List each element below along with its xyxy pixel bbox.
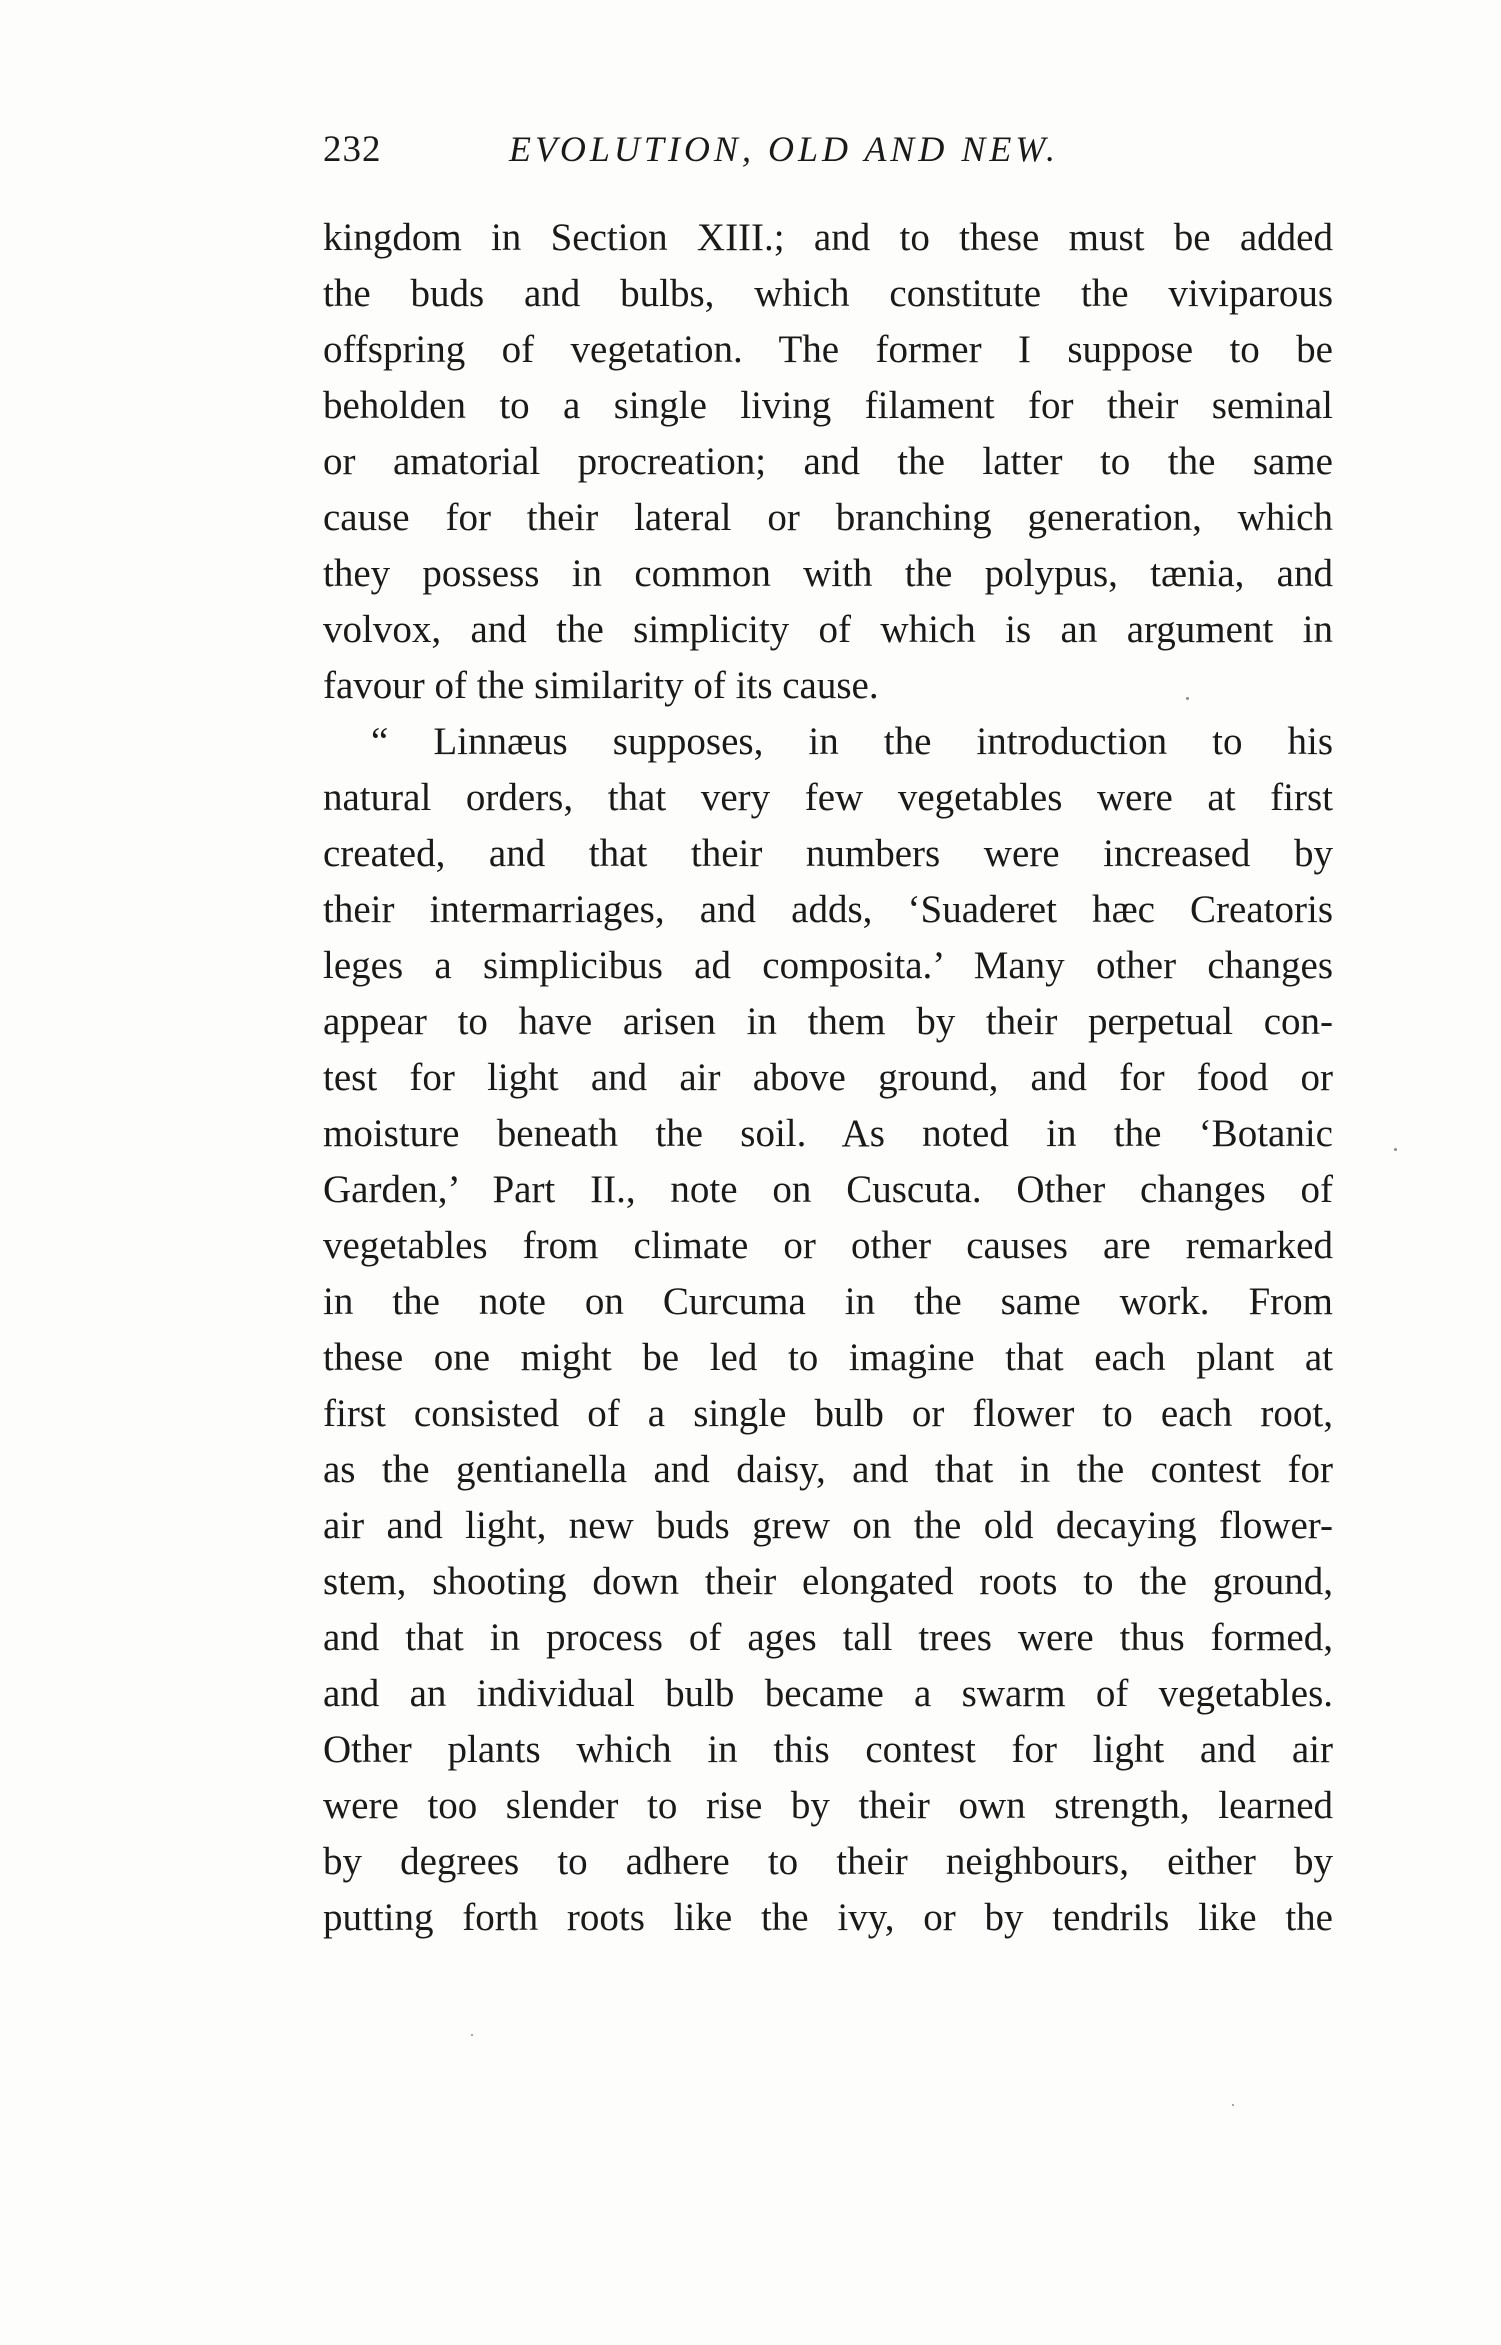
body-text <box>323 210 1333 1946</box>
text-line: were too slender to rise by their own strength, learned <box>323 1784 1333 1827</box>
text-line: first consisted of a single bulb or flower to each root, <box>323 1392 1333 1435</box>
running-title: EVOLUTION, OLD AND NEW. <box>509 129 1059 169</box>
text-line: vegetables from climate or other causes are remarked <box>323 1224 1333 1267</box>
text-line: natural orders, that very few vegetables were at first <box>323 776 1333 819</box>
text-line: and that in process of ages tall trees were thus formed, <box>323 1616 1333 1659</box>
text-line: and an individual bulb became a swarm of vegetables. <box>323 1672 1333 1715</box>
paper-speck <box>1394 1148 1397 1151</box>
paper-speck <box>1232 2104 1234 2106</box>
text-line: cause for their lateral or branching generation, which <box>323 496 1333 539</box>
text-line: test for light and air above ground, and for food or <box>323 1056 1333 1099</box>
text-line: created, and that their numbers were increased by <box>323 832 1333 875</box>
text-line: Garden,’ Part II., note on Cuscuta. Other changes of <box>323 1168 1333 1211</box>
text-line: volvox, and the simplicity of which is an argument in <box>323 608 1333 651</box>
paragraph-2 <box>323 714 1333 1946</box>
text-line: beholden to a single living filament for their seminal <box>323 384 1333 427</box>
running-head <box>323 128 1333 188</box>
text-line: they possess in common with the polypus, tænia, and <box>323 552 1333 595</box>
text-line: or amatorial procreation; and the latter to the same <box>323 440 1333 483</box>
paragraph-1 <box>323 210 1333 714</box>
text-line: as the gentianella and daisy, and that in the contest for <box>323 1448 1333 1491</box>
paper-speck <box>471 2034 473 2036</box>
paper-speck <box>1186 697 1189 700</box>
text-line: air and light, new buds grew on the old decaying flower- <box>323 1504 1333 1547</box>
text-line: “ Linnæus supposes, in the introduction to his <box>371 720 1333 763</box>
text-line: leges a simplicibus ad composita.’ Many other changes <box>323 944 1333 987</box>
text-line: in the note on Curcuma in the same work. From <box>323 1280 1333 1323</box>
text-line: these one might be led to imagine that each plant at <box>323 1336 1333 1379</box>
text-line: by degrees to adhere to their neighbours, either by <box>323 1840 1333 1883</box>
page-number: 232 <box>323 129 382 170</box>
text-line: appear to have arisen in them by their perpetual con- <box>323 1000 1333 1043</box>
text-line: stem, shooting down their elongated roots to the ground, <box>323 1560 1333 1603</box>
text-line: putting forth roots like the ivy, or by tendrils like the <box>323 1896 1333 1939</box>
text-line: Other plants which in this contest for light and air <box>323 1728 1333 1771</box>
text-line: offspring of vegetation. The former I suppose to be <box>323 328 1333 371</box>
text-line: kingdom in Section XIII.; and to these must be added <box>323 216 1333 259</box>
text-line: favour of the similarity of its cause. <box>323 664 879 707</box>
text-line: their intermarriages, and adds, ‘Suaderet hæc Creatoris <box>323 888 1333 931</box>
text-line: the buds and bulbs, which constitute the viviparous <box>323 272 1333 315</box>
text-line: moisture beneath the soil. As noted in the ‘Botanic <box>323 1112 1333 1155</box>
